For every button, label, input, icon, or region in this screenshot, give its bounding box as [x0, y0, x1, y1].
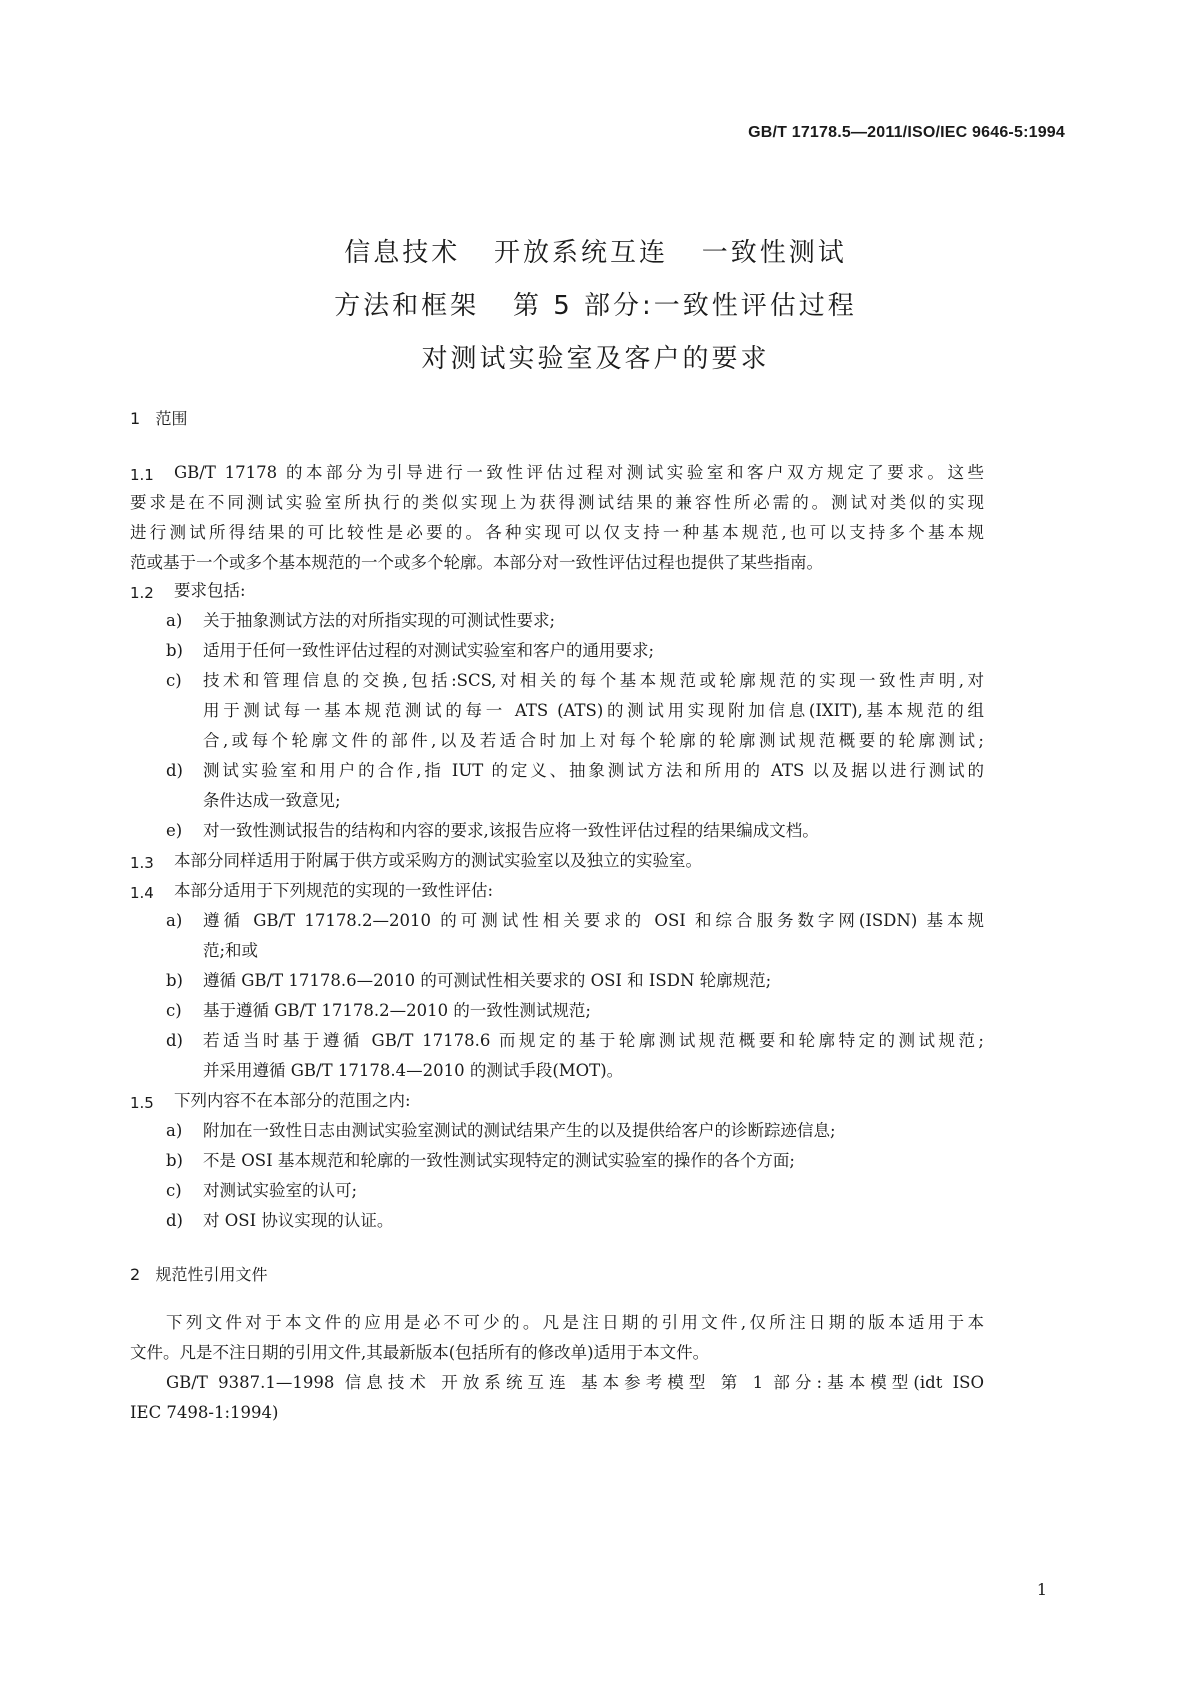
list-item-text: 用于测试每一基本规范测试的每一 ATS (ATS)的测试用实现附加信息(IXIT),基本规范的组	[203, 701, 984, 720]
paragraph-line: 进行测试所得结果的可比较性是必要的。各种实现可以仅支持一种基本规范,也可以支持多个基本规	[130, 523, 984, 542]
paragraph-line: GB/T 17178 的本部分为引导进行一致性评估过程对测试实验室和客户双方规定了要求。这些	[174, 463, 984, 482]
list-item-text: 不是 OSI 基本规范和轮廓的一致性测试实现特定的测试实验室的操作的各个方面;	[203, 1151, 795, 1170]
list-item-text: 遵循 GB/T 17178.6—2010 的可测试性相关要求的 OSI 和 ISDN 轮廓规范;	[203, 971, 772, 990]
section-1-heading: 1 范围	[130, 409, 188, 428]
list-item-text: 对测试实验室的认可;	[203, 1181, 358, 1200]
list-marker: a)	[166, 911, 183, 930]
paragraph-line: 下列文件对于本文件的应用是必不可少的。凡是注日期的引用文件,仅所注日期的版本适用于本	[166, 1313, 984, 1332]
clause-number: 1.1	[130, 466, 154, 484]
paragraph-line: 本部分适用于下列规范的实现的一致性评估:	[174, 881, 494, 900]
reference-line: GB/T 9387.1—1998 信息技术 开放系统互连 基本参考模型 第 1 部分:基本模型(idt ISO	[166, 1373, 984, 1392]
list-item-text: 技术和管理信息的交换,包括:SCS,对相关的每个基本规范或轮廓规范的实现一致性声明,对	[203, 671, 984, 690]
list-marker: c)	[166, 1181, 182, 1200]
paragraph-line: 要求是在不同测试实验室所执行的类似实现上为获得测试结果的兼容性所必需的。测试对类似的实现	[130, 493, 984, 512]
paragraph-line: 文件。凡是不注日期的引用文件,其最新版本(包括所有的修改单)适用于本文件。	[130, 1343, 710, 1362]
list-marker: b)	[166, 641, 183, 660]
paragraph-line: 下列内容不在本部分的范围之内:	[174, 1091, 411, 1110]
list-marker: b)	[166, 971, 183, 990]
clause-number: 1.3	[130, 854, 154, 872]
document-header: GB/T 17178.5—2011/ISO/IEC 9646-5:1994	[748, 124, 1065, 141]
list-item-text: 遵循 GB/T 17178.2—2010 的可测试性相关要求的 OSI 和综合服务数字网(ISDN) 基本规	[203, 911, 984, 930]
list-item-text: 合,或每个轮廓文件的部件,以及若适合时加上对每个轮廓的轮廓测试规范概要的轮廓测试;	[203, 731, 984, 750]
clause-number: 1.5	[130, 1094, 154, 1112]
list-item-text: 适用于任何一致性评估过程的对测试实验室和客户的通用要求;	[203, 641, 655, 660]
clause-number: 1.4	[130, 884, 154, 902]
list-marker: e)	[166, 821, 183, 840]
paragraph-line: 要求包括:	[174, 581, 246, 600]
list-marker: d)	[166, 761, 183, 780]
list-item-text: 并采用遵循 GB/T 17178.4—2010 的测试手段(MOT)。	[203, 1061, 624, 1080]
list-item-text: 对一致性测试报告的结构和内容的要求,该报告应将一致性评估过程的结果编成文档。	[203, 821, 819, 840]
list-marker: d)	[166, 1031, 183, 1050]
document-title-line-2: 方法和框架 第 5 部分:一致性评估过程	[334, 291, 857, 321]
list-marker: c)	[166, 671, 182, 690]
paragraph-line: 本部分同样适用于附属于供方或采购方的测试实验室以及独立的实验室。	[174, 851, 702, 870]
list-item-text: 基于遵循 GB/T 17178.2—2010 的一致性测试规范;	[203, 1001, 591, 1020]
list-marker: c)	[166, 1001, 182, 1020]
list-item-text: 条件达成一致意见;	[203, 791, 341, 810]
document-title-line-3: 对测试实验室及客户的要求	[421, 344, 770, 374]
paragraph-line: 范或基于一个或多个基本规范的一个或多个轮廓。本部分对一致性评估过程也提供了某些指南。	[130, 553, 823, 572]
list-item-text: 范;和或	[203, 941, 259, 960]
list-item-text: 附加在一致性日志由测试实验室测试的测试结果产生的以及提供给客户的诊断踪迹信息;	[203, 1121, 836, 1140]
list-item-text: 若适当时基于遵循 GB/T 17178.6 而规定的基于轮廓测试规范概要和轮廓特定的测试规范;	[203, 1031, 984, 1050]
page-number: 1	[1036, 1580, 1047, 1599]
list-marker: a)	[166, 1121, 183, 1140]
list-marker: a)	[166, 611, 183, 630]
section-2-heading: 2 规范性引用文件	[130, 1265, 268, 1284]
list-item-text: 测试实验室和用户的合作,指 IUT 的定义、抽象测试方法和所用的 ATS 以及据以进行测试的	[203, 761, 984, 780]
list-marker: b)	[166, 1151, 183, 1170]
clause-number: 1.2	[130, 584, 154, 602]
reference-line: IEC 7498-1:1994)	[130, 1403, 279, 1422]
list-item-text: 关于抽象测试方法的对所指实现的可测试性要求;	[203, 611, 556, 630]
list-item-text: 对 OSI 协议实现的认证。	[203, 1211, 394, 1230]
list-marker: d)	[166, 1211, 183, 1230]
document-title-line-1: 信息技术 开放系统互连 一致性测试	[344, 238, 847, 268]
